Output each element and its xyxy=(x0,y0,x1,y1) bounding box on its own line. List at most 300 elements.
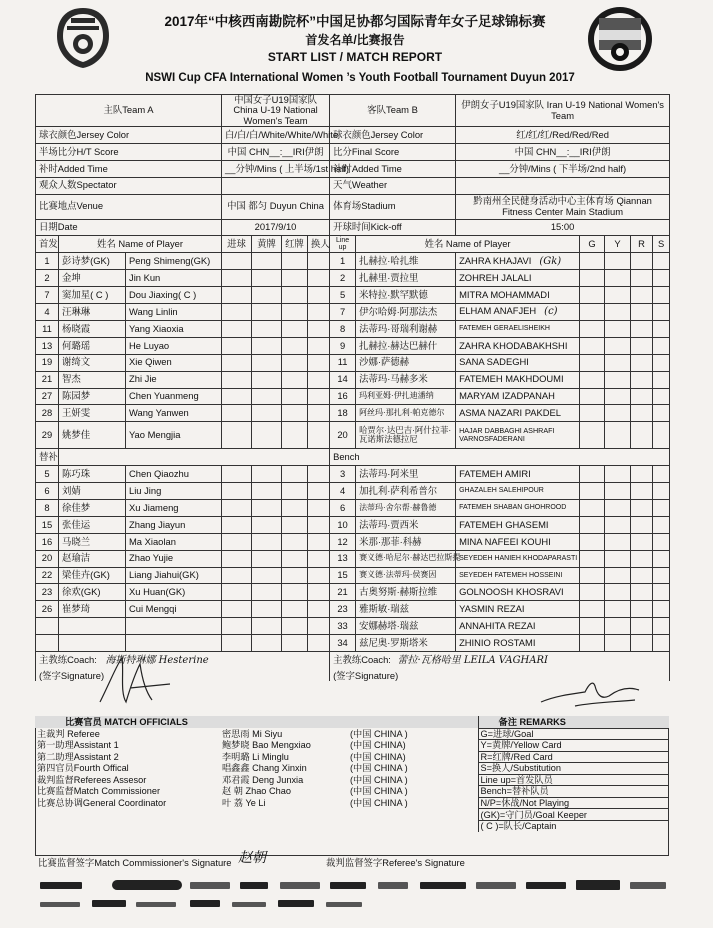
event-cell xyxy=(653,287,670,304)
team-a-player-name-cn: 窦加星( C ) xyxy=(59,287,126,304)
event-cell xyxy=(631,253,653,270)
event-cell xyxy=(252,287,282,304)
team-b-player-name-en-text: ELHAM ANAFJEH xyxy=(459,305,537,317)
event-cell xyxy=(252,320,282,337)
starting-player-row xyxy=(36,270,670,287)
official-role: 第一助理Assistant 1 xyxy=(37,740,119,751)
event-cell xyxy=(653,601,670,618)
sponsor-logo xyxy=(378,882,408,889)
team-b-player-name-en xyxy=(456,499,580,516)
team-b-player-name-cn: 哈贾尔·达巴吉·阿什拉菲·瓦诺斯法德拉尼 xyxy=(356,422,456,449)
event-cell xyxy=(605,270,631,287)
event-cell xyxy=(653,337,670,354)
event-cell xyxy=(580,287,605,304)
substitute-player-row xyxy=(36,584,670,601)
substitute-player-row xyxy=(36,466,670,483)
event-cell xyxy=(653,388,670,405)
team-b-value: 伊朗女子U19国家队 Iran U-19 National Women's Team xyxy=(456,95,670,127)
kickoff-value: 15:00 xyxy=(456,219,670,236)
event-cell xyxy=(308,466,330,483)
event-cell xyxy=(222,550,252,567)
official-row xyxy=(35,797,669,809)
event-cell xyxy=(282,388,308,405)
team-a-player-name-cn xyxy=(59,618,126,635)
event-cell xyxy=(605,584,631,601)
team-b-shirt-number: 8 xyxy=(330,320,356,337)
team-b-player-name-en xyxy=(456,371,580,388)
official-role xyxy=(35,809,220,821)
event-cell xyxy=(222,422,252,449)
team-b-shirt-number: 16 xyxy=(330,388,356,405)
event-cell xyxy=(222,584,252,601)
team-b-player-name-cn: 米那·那菲·科赫 xyxy=(356,533,456,550)
event-cell xyxy=(308,422,330,449)
subtitle-english: START LIST / MATCH REPORT xyxy=(267,50,443,64)
commissioner-signature: 赵朝 xyxy=(238,850,266,866)
team-a-player-name-cn: 彭诗梦(GK) xyxy=(59,253,126,270)
event-cell xyxy=(282,371,308,388)
event-cell xyxy=(631,388,653,405)
substitutes-header-row xyxy=(36,449,670,466)
event-cell xyxy=(580,337,605,354)
team-a-shirt-number: 4 xyxy=(36,304,59,321)
team-b-player-name-en xyxy=(456,466,580,483)
event-cell xyxy=(282,567,308,584)
team-a-player-name-cn: 杨晓霞 xyxy=(59,320,126,337)
official-row xyxy=(35,728,669,740)
event-cell xyxy=(580,405,605,422)
event-cell xyxy=(605,533,631,550)
col-goal: 进球 xyxy=(222,236,252,253)
col-sub: 换人 xyxy=(308,236,330,253)
team-b-shirt-number: 11 xyxy=(330,354,356,371)
team-b-player-name-en xyxy=(456,618,580,635)
starting-player-row xyxy=(36,304,670,321)
official-name: 邓君霞 Deng Junxia xyxy=(222,774,304,785)
event-cell xyxy=(631,635,653,652)
team-b-player-name-en xyxy=(456,550,580,567)
event-cell xyxy=(653,270,670,287)
remark: (GK)=守门员/Goal Keeper xyxy=(478,809,669,821)
event-cell xyxy=(580,422,605,449)
event-cell xyxy=(605,388,631,405)
event-cell xyxy=(605,422,631,449)
team-b-shirt-number: 23 xyxy=(330,601,356,618)
team-a-player-name-en: Peng Shimeng(GK) xyxy=(126,253,222,270)
official-name: 鲍梦晓 Bao Mengxiao xyxy=(222,740,311,751)
sponsor-logo xyxy=(476,882,516,889)
event-cell xyxy=(653,405,670,422)
team-b-player-name-en-text: MITRA MOHAMMADI xyxy=(459,288,550,300)
venue-row xyxy=(36,194,670,219)
official-name xyxy=(220,820,348,832)
official-name: 密思雨 Mi Siyu xyxy=(222,728,283,739)
official-row xyxy=(35,820,669,832)
team-b-player-name-en-text: HAJAR DABBAGHI ASHRAFI VARNOSFADERANI xyxy=(459,426,555,444)
official-nationality: (中国 CHINA) xyxy=(350,751,406,762)
team-b-player-name-en-text: ZOHREH JALALI xyxy=(459,272,532,284)
sponsor-logo xyxy=(40,902,80,907)
sponsor-logo xyxy=(232,902,266,907)
team-b-player-name-cn: 加扎利·萨利希普尔 xyxy=(356,483,456,500)
event-cell xyxy=(252,635,282,652)
team-a-player-name-en: Liang Jiahui(GK) xyxy=(126,567,222,584)
official-name: 赵 朝 Zhao Chao xyxy=(222,786,291,797)
event-cell xyxy=(222,635,252,652)
event-cell xyxy=(308,337,330,354)
event-cell xyxy=(605,337,631,354)
event-cell xyxy=(631,287,653,304)
substitute-player-row xyxy=(36,533,670,550)
team-a-shirt-number: 22 xyxy=(36,567,59,584)
sponsor-logo xyxy=(112,880,182,890)
weather-label: 天气Weather xyxy=(330,177,456,194)
ht-score-value: 中国 CHN__:__IRI伊朗 xyxy=(222,143,330,160)
event-cell xyxy=(282,405,308,422)
team-a-player-name-cn: 徐佳梦 xyxy=(59,499,126,516)
added-time-2-value: __分钟/Mins ( 下半场/2nd half) xyxy=(456,160,670,177)
team-a-shirt-number: 19 xyxy=(36,354,59,371)
event-cell xyxy=(222,567,252,584)
team-b-player-name-cn: 扎赫里·贾拉里 xyxy=(356,270,456,287)
team-b-player-name-cn: 赛义德·法蒂玛·侯赛因 xyxy=(356,567,456,584)
event-cell xyxy=(282,499,308,516)
substitute-player-row xyxy=(36,516,670,533)
team-a-shirt-number: 29 xyxy=(36,422,59,449)
subtitle-chinese: 首发名单/比赛报告 xyxy=(305,33,405,47)
sponsor-logo xyxy=(190,900,220,907)
event-cell xyxy=(252,516,282,533)
spectator-row xyxy=(36,177,670,194)
official-nationality: (中国 CHINA ) xyxy=(350,728,408,739)
team-b-player-name-en-text: FATEMEH GHASEMI xyxy=(459,518,549,530)
team-a-player-name-en: Zhao Yujie xyxy=(126,550,222,567)
coach-b-signature-label: (签字Signature) xyxy=(333,669,399,681)
event-cell xyxy=(222,533,252,550)
sponsor-logo xyxy=(326,902,362,907)
event-cell xyxy=(308,584,330,601)
team-a-player-name-en xyxy=(126,618,222,635)
col-lineup: Line up xyxy=(330,236,356,253)
team-b-player-name-en-text: ZHINIO ROSTAMI xyxy=(459,636,536,648)
event-cell xyxy=(222,253,252,270)
event-cell xyxy=(282,422,308,449)
team-b-player-name-en xyxy=(456,337,580,354)
team-b-shirt-number: 6 xyxy=(330,499,356,516)
event-cell xyxy=(631,483,653,500)
event-cell xyxy=(308,253,330,270)
event-cell xyxy=(252,533,282,550)
event-cell xyxy=(580,253,605,270)
event-cell xyxy=(282,320,308,337)
event-cell xyxy=(605,320,631,337)
team-b-shirt-number: 34 xyxy=(330,635,356,652)
coach-b-label: 主教练Coach: xyxy=(333,653,391,665)
team-a-player-name-en: Chen Yuanmeng xyxy=(126,388,222,405)
event-cell xyxy=(605,371,631,388)
event-cell xyxy=(252,253,282,270)
event-cell xyxy=(308,601,330,618)
event-cell xyxy=(308,499,330,516)
team-a-shirt-number: 8 xyxy=(36,499,59,516)
event-cell xyxy=(580,601,605,618)
official-nationality: (中国 CHINA ) xyxy=(350,798,408,808)
official-role: 裁判监督Referees Assesor xyxy=(37,774,147,785)
team-b-player-name-en xyxy=(456,304,580,321)
event-cell xyxy=(653,304,670,321)
event-cell xyxy=(631,371,653,388)
event-cell xyxy=(653,320,670,337)
team-b-player-name-cn: 法蒂玛·哥瑞利谢赫 xyxy=(356,320,456,337)
substitute-player-row xyxy=(36,601,670,618)
team-a-shirt-number: 21 xyxy=(36,371,59,388)
team-a-player-name-cn: 谢绮文 xyxy=(59,354,126,371)
event-cell xyxy=(580,550,605,567)
event-cell xyxy=(653,584,670,601)
team-a-shirt-number xyxy=(36,618,59,635)
team-a-player-name-cn: 徐欢(GK) xyxy=(59,584,126,601)
sponsor-strip xyxy=(40,876,670,920)
event-cell xyxy=(222,287,252,304)
team-b-player-name-cn: 法蒂玛·阿米里 xyxy=(356,466,456,483)
event-cell xyxy=(252,601,282,618)
col-y: Y xyxy=(605,236,631,253)
team-a-player-name-cn xyxy=(59,635,126,652)
team-b-player-name-en xyxy=(456,287,580,304)
event-cell xyxy=(580,483,605,500)
event-cell xyxy=(252,388,282,405)
event-cell xyxy=(308,320,330,337)
col-name-b: 姓名 Name of Player xyxy=(356,236,580,253)
team-b-player-name-en-text: YASMIN REZAI xyxy=(459,603,525,615)
team-b-shirt-number: 7 xyxy=(330,304,356,321)
event-cell xyxy=(222,270,252,287)
team-a-player-name-en: Xu Jiameng xyxy=(126,499,222,516)
team-a-player-name-cn: 何璐瑶 xyxy=(59,337,126,354)
sponsor-logo xyxy=(526,882,566,889)
team-b-player-name-en xyxy=(456,270,580,287)
team-b-player-name-en xyxy=(456,320,580,337)
event-cell xyxy=(282,516,308,533)
jersey-a-value: 白/白/白/White/White/White xyxy=(222,127,330,144)
starting-player-row xyxy=(36,337,670,354)
spectator-label: 观众人数Spectator xyxy=(36,177,222,194)
event-cell xyxy=(653,635,670,652)
event-cell xyxy=(308,304,330,321)
team-a-shirt-number: 16 xyxy=(36,533,59,550)
event-cell xyxy=(252,371,282,388)
team-a-shirt-number: 7 xyxy=(36,287,59,304)
event-cell xyxy=(653,550,670,567)
team-b-shirt-number: 4 xyxy=(330,483,356,500)
team-b-player-name-en xyxy=(456,388,580,405)
title-chinese: 2017年“中核西南勘院杯”中国足协都匀国际青年女子足球锦标赛 xyxy=(164,14,546,29)
team-b-player-name-cn: 古奥努斯·赫斯拉维 xyxy=(356,584,456,601)
team-b-shirt-number: 5 xyxy=(330,287,356,304)
team-b-player-name-en xyxy=(456,601,580,618)
team-b-player-name-cn: 法蒂玛·马赫多米 xyxy=(356,371,456,388)
team-a-player-name-en: Liu Jing xyxy=(126,483,222,500)
team-b-shirt-number: 18 xyxy=(330,405,356,422)
team-b-player-name-en-text: SANA SADEGHI xyxy=(459,356,529,368)
date-value: 2017/9/10 xyxy=(222,219,330,236)
team-a-player-name-en: Zhi Jie xyxy=(126,371,222,388)
team-a-player-name-cn: 王妍雯 xyxy=(59,405,126,422)
col-starting: 首发 xyxy=(36,236,59,253)
remark: S=换人/Substitution xyxy=(478,763,669,775)
sponsor-logo xyxy=(240,882,268,889)
team-b-player-name-en-text: FATEMEH SHABAN GHOHROOD xyxy=(459,504,567,512)
team-a-player-name-cn: 金坤 xyxy=(59,270,126,287)
event-cell xyxy=(252,422,282,449)
team-b-player-name-en-text: FATEMEH MAKHDOUMI xyxy=(459,373,564,385)
team-b-player-name-en xyxy=(456,483,580,500)
team-b-shirt-number: 13 xyxy=(330,550,356,567)
team-b-player-name-en-text: GOLNOOSH KHOSRAVI xyxy=(459,586,564,598)
substitutes-label-a: 替补 xyxy=(36,449,59,466)
event-cell xyxy=(308,405,330,422)
event-cell xyxy=(605,516,631,533)
team-b-shirt-number: 1 xyxy=(330,253,356,270)
event-cell xyxy=(308,635,330,652)
remark: N/P=休战/Not Playing xyxy=(478,797,669,809)
official-role: 第二助理Assistant 2 xyxy=(37,751,119,762)
official-role: 比赛总协调General Coordinator xyxy=(37,798,167,808)
starting-player-row xyxy=(36,253,670,270)
event-cell xyxy=(653,516,670,533)
event-cell xyxy=(308,483,330,500)
team-a-player-name-cn: 张佳运 xyxy=(59,516,126,533)
commissioner-signature-label: 比赛监督签字Match Commissioner's Signature xyxy=(38,857,232,868)
team-b-player-name-cn: 伊尔哈姆·阿那法杰 xyxy=(356,304,456,321)
team-a-player-name-cn: 姚梦佳 xyxy=(59,422,126,449)
kickoff-label: 开球时间Kick-off xyxy=(330,219,456,236)
team-b-player-name-en-text: ZAHRA KHAJAVI xyxy=(459,254,532,266)
final-score-value: 中国 CHN__:__IRI伊朗 xyxy=(456,143,670,160)
title-english: NSWI Cup CFA International Women ’s Youth Football Tournament Duyun 2017 xyxy=(145,72,575,84)
event-cell xyxy=(653,371,670,388)
official-name: 叶 荔 Ye Li xyxy=(222,798,266,808)
event-cell xyxy=(631,320,653,337)
event-cell xyxy=(222,601,252,618)
team-a-player-name-en xyxy=(126,635,222,652)
starting-player-row xyxy=(36,354,670,371)
event-cell xyxy=(222,405,252,422)
event-cell xyxy=(308,388,330,405)
team-b-player-name-en-text: ASMA NAZARI PAKDEL xyxy=(459,407,561,419)
event-cell xyxy=(580,516,605,533)
sponsor-logo xyxy=(280,882,320,889)
added-time-1-value: __分钟/Mins ( 上半场/1st half) xyxy=(222,160,330,177)
team-b-shirt-number: 2 xyxy=(330,270,356,287)
spectator-value xyxy=(222,177,330,194)
event-cell xyxy=(580,320,605,337)
event-cell xyxy=(631,354,653,371)
official-nationality: (中国 CHINA ) xyxy=(350,774,408,785)
official-role xyxy=(35,820,220,832)
team-a-player-name-en: Dou Jiaxing( C ) xyxy=(126,287,222,304)
official-row xyxy=(35,740,669,752)
sponsor-logo xyxy=(630,882,666,889)
event-cell xyxy=(631,516,653,533)
event-cell xyxy=(653,499,670,516)
event-cell xyxy=(631,304,653,321)
event-cell xyxy=(282,533,308,550)
remark: Line up=首发队员 xyxy=(478,774,669,786)
team-b-player-name-cn: 兹尼奥·罗斯塔米 xyxy=(356,635,456,652)
team-b-player-name-en-text: SEYEDEH FATEMEH HOSSEINI xyxy=(459,571,563,579)
event-cell xyxy=(222,354,252,371)
official-row xyxy=(35,809,669,821)
coach-a-name: 海斯特琳娜 Hesterine xyxy=(105,654,209,666)
team-a-player-name-cn: 梁佳卉(GK) xyxy=(59,567,126,584)
team-a-shirt-number: 26 xyxy=(36,601,59,618)
col-g: G xyxy=(580,236,605,253)
official-nationality: (中国 CHINA ) xyxy=(350,786,408,797)
event-cell xyxy=(605,405,631,422)
event-cell xyxy=(631,405,653,422)
official-nationality xyxy=(348,820,478,832)
official-row xyxy=(35,786,669,798)
team-a-player-name-cn: 刘婧 xyxy=(59,483,126,500)
team-row xyxy=(36,95,670,127)
event-cell xyxy=(580,270,605,287)
event-cell xyxy=(605,635,631,652)
team-b-player-name-cn: 法蒂玛·舍尔帮·赫鲁德 xyxy=(356,499,456,516)
official-role: 主裁判 Referee xyxy=(37,728,100,739)
event-cell xyxy=(252,354,282,371)
jersey-row xyxy=(36,127,670,144)
event-cell xyxy=(308,533,330,550)
event-cell xyxy=(252,483,282,500)
report-header xyxy=(0,0,713,92)
team-b-player-name-en-text: ZAHRA KHODABAKHSHI xyxy=(459,339,568,351)
event-cell xyxy=(252,405,282,422)
event-cell xyxy=(580,499,605,516)
venue-value: 中国 都匀 Duyun China xyxy=(222,194,330,219)
team-b-player-name-cn: 沙娜·萨德赫 xyxy=(356,354,456,371)
event-cell xyxy=(580,388,605,405)
official-role: 第四官员Fourth Offical xyxy=(37,763,129,774)
col-r: R xyxy=(631,236,653,253)
team-b-shirt-number: 9 xyxy=(330,337,356,354)
substitute-player-row xyxy=(36,499,670,516)
iran-federation-emblem-icon xyxy=(585,4,655,74)
team-b-player-name-en xyxy=(456,405,580,422)
event-cell xyxy=(282,618,308,635)
remark: G=进球/Goal xyxy=(478,728,669,740)
event-cell xyxy=(631,466,653,483)
team-a-shirt-number: 28 xyxy=(36,405,59,422)
team-b-player-name-en-text: MINA NAFEEI KOUHI xyxy=(459,535,551,547)
sponsor-logo xyxy=(136,902,176,907)
col-name-a: 姓名 Name of Player xyxy=(59,236,222,253)
event-cell xyxy=(308,550,330,567)
added-time-1-label: 补时Added Time xyxy=(36,160,222,177)
event-cell xyxy=(222,371,252,388)
event-cell xyxy=(282,287,308,304)
remark: Bench=替补队员 xyxy=(478,786,669,798)
sponsor-logo xyxy=(576,880,620,890)
team-b-player-name-cn: 扎赫拉·哈扎维 xyxy=(356,253,456,270)
team-b-shirt-number: 15 xyxy=(330,567,356,584)
venue-label: 比赛地点Venue xyxy=(36,194,222,219)
team-a-shirt-number: 2 xyxy=(36,270,59,287)
team-a-player-name-en: Wang Yanwen xyxy=(126,405,222,422)
tournament-emblem-icon xyxy=(55,6,111,70)
team-b-player-name-cn: 雅斯敏·瑞兹 xyxy=(356,601,456,618)
event-cell xyxy=(252,270,282,287)
